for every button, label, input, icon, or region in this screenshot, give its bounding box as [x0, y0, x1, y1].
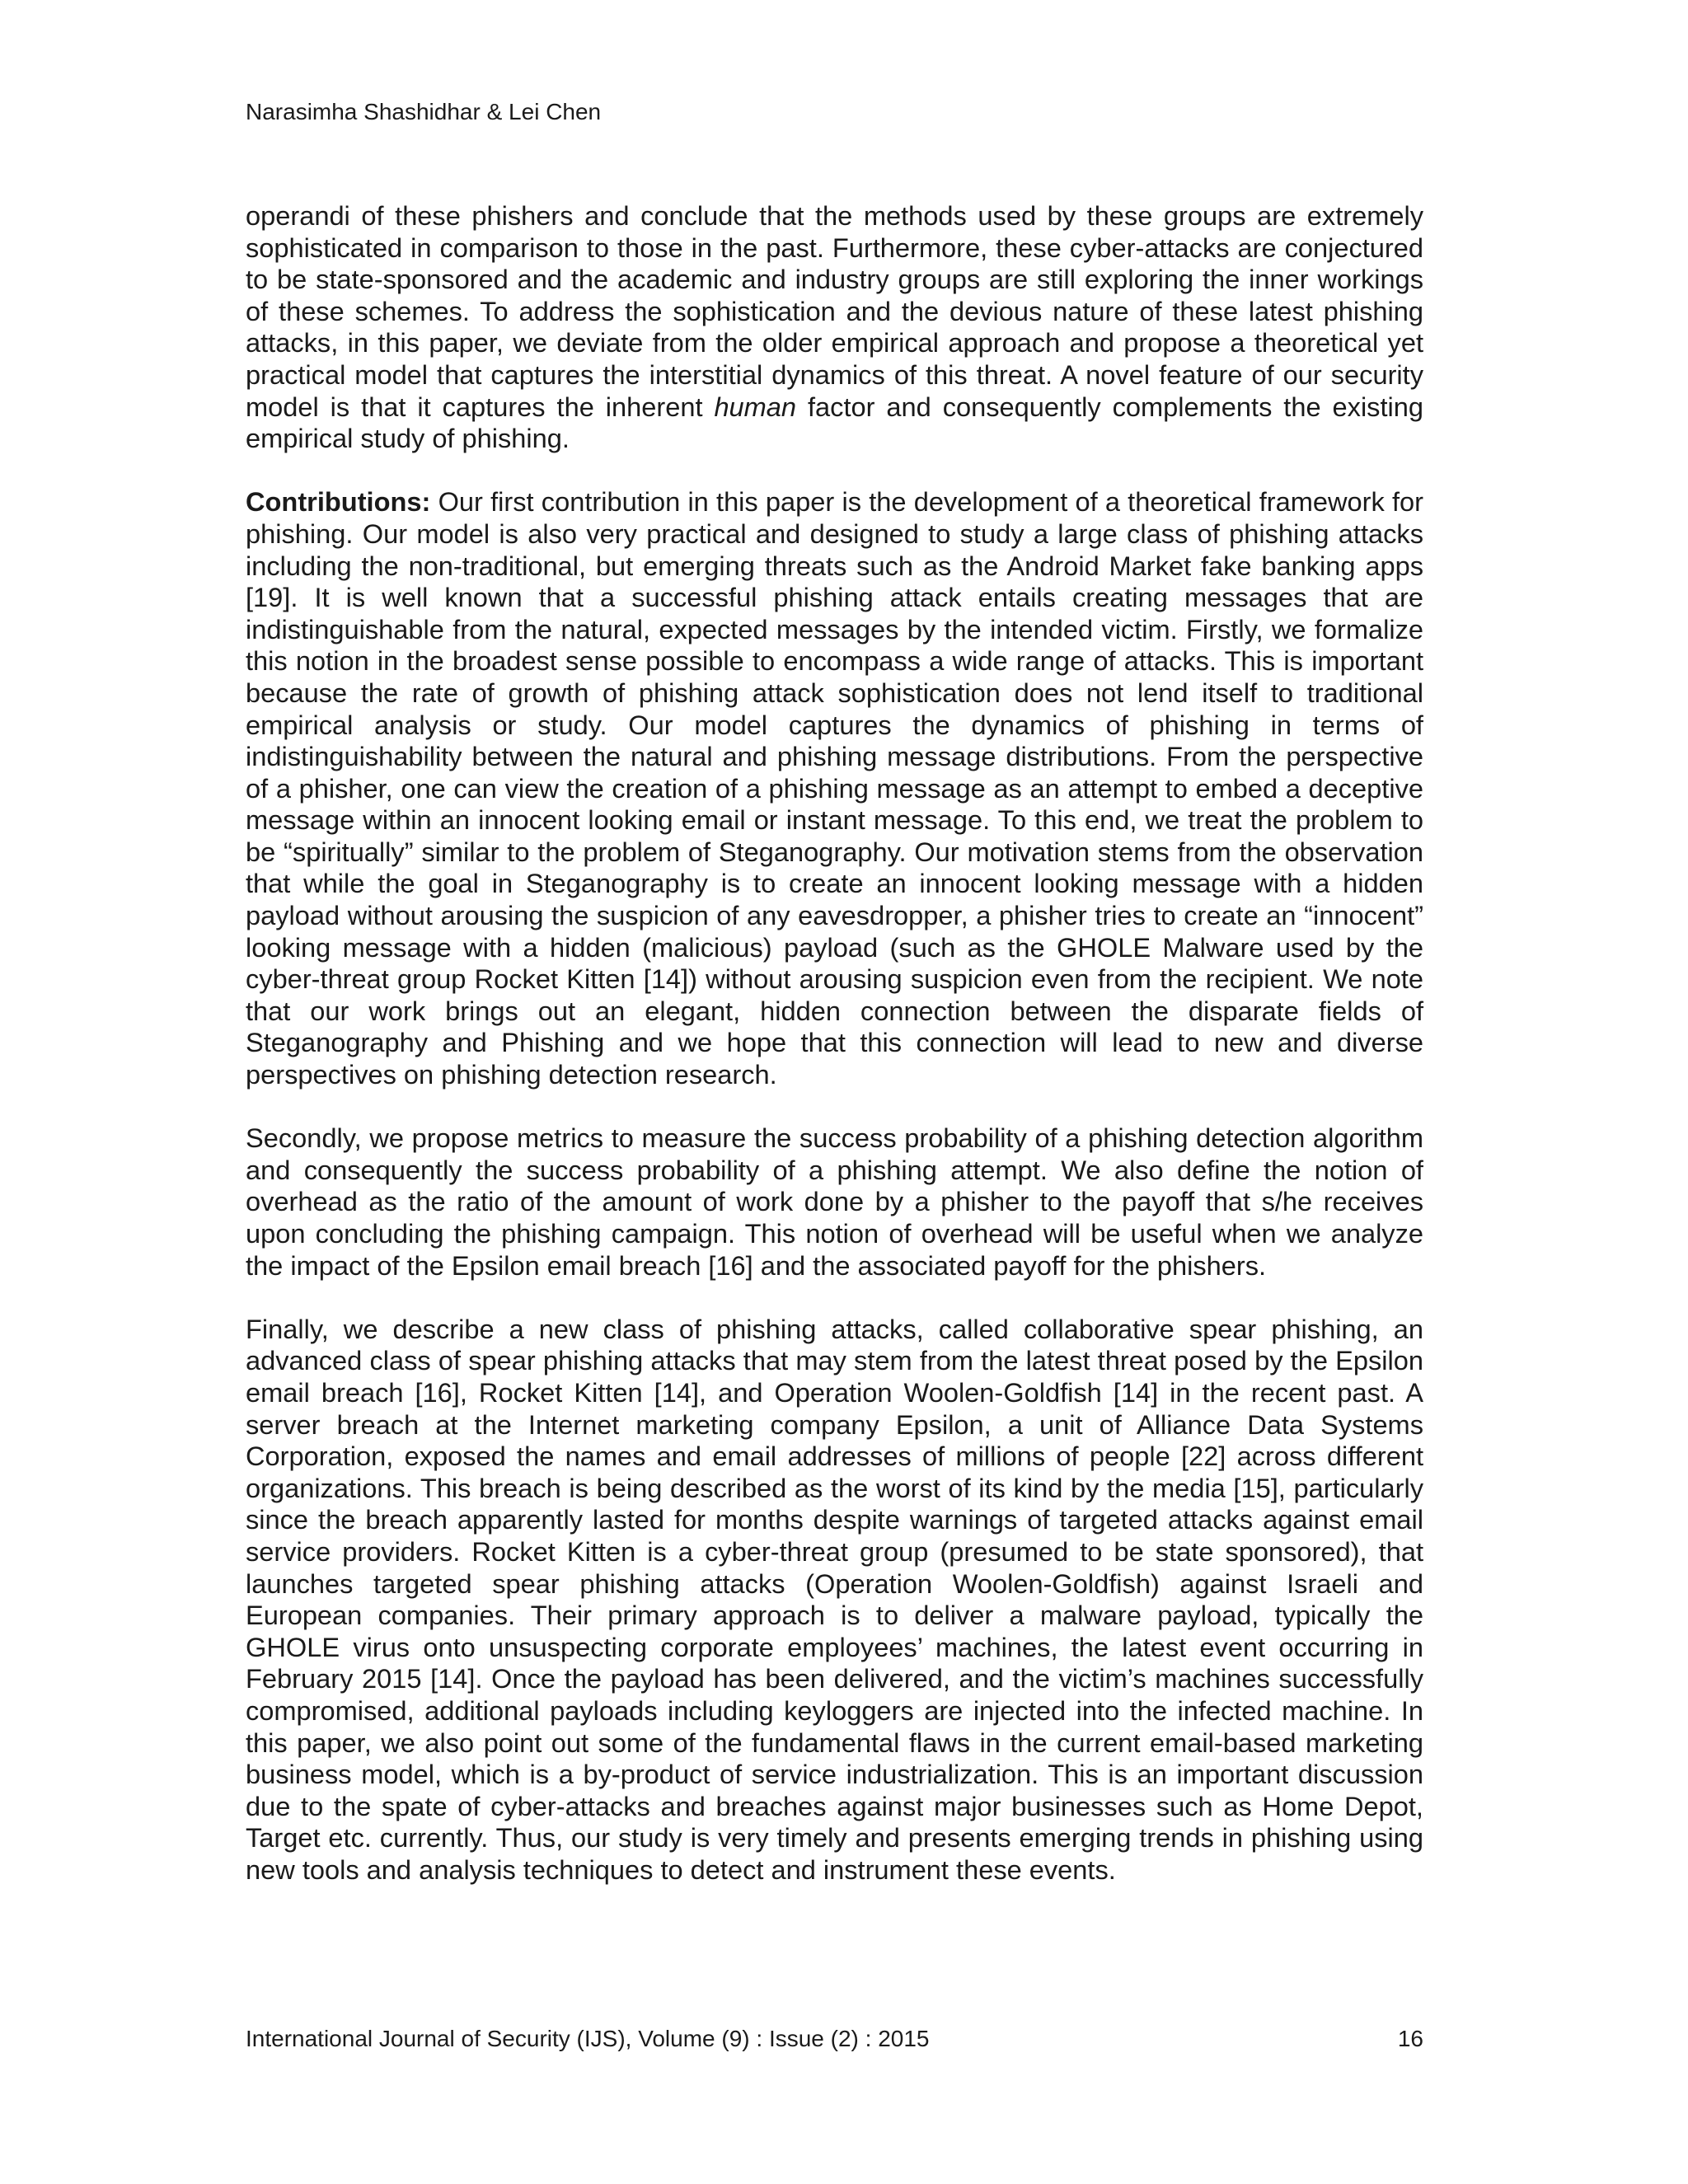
page-number: 16 [1397, 2026, 1423, 2051]
paragraph-text: factor and consequently complements the existing empirical study of phishing. [246, 391, 1424, 454]
journal-citation: International Journal of Security (IJS), Volume (9) : Issue (2) : 2015 [246, 2026, 930, 2051]
body-text [246, 200, 1423, 1886]
paragraph-text: Our first contribution in this paper is the development of a theoretical framework for phishing. Our model is also very practical and designed to study a large class of phishing attacks including the non-traditional, but emerging threats such as the Android Market fake banking apps [19]. It is well known that a successful phishing attack entails creating messages that are indistinguishable from the natural, expected messages by the intended victim. Firstly, we formalize this notion in the broadest sense possible to encompass a wide range of attacks. This is important because the rate of growth of phishing attack sophistication does not lend itself to traditional empirical analysis or study. Our model captures the dynamics of phishing in terms of indistinguishability between the natural and phishing message distributions. From the perspective of a phisher, one can view the creation of a phishing message as an attempt to embed a deceptive message within an innocent looking email or instant message. To this end, we treat the problem to be “spiritually” similar to the problem of Steganography. Our motivation stems from the observation that while the goal in Steganography is to create an innocent looking message with a hidden payload without arousing the suspicion of any eavesdropper, a phisher tries to create an “innocent” looking message with a hidden (malicious) payload (such as the GHOLE Malware used by the cyber-threat group Rocket Kitten [14]) without arousing suspicion even from the recipient. We note that our work brings out an elegant, hidden connection between the disparate fields of Steganography and Phishing and we hope that this connection will lead to new and diverse perspectives on phishing detection research. [246, 486, 1423, 1090]
paragraph-intro-continuation [246, 200, 1423, 455]
paragraph-collaborative-spear-phishing: Finally, we describe a new class of phishing attacks, called collaborative spear phishing, an advanced class of spear phishing attacks that may stem from the latest threat posed by the Epsilon email breach [16], Rocket Kitten [14], and Operation Woolen-Goldfish [14] in the recent past. A server breach at the Internet marketing company Epsilon, a unit of Alliance Data Systems Corporation, exposed the names and email addresses of millions of people [22] across different organizations. This breach is being described as the worst of its kind by the media [15], particularly since the breach apparently lasted for months despite warnings of targeted attacks against email service providers. Rocket Kitten is a cyber-threat group (presumed to be state sponsored), that launches targeted spear phishing attacks (Operation Woolen-Goldfish) against Israeli and European companies. Their primary approach is to deliver a malware payload, typically the GHOLE virus onto unsuspecting corporate employees’ machines, the latest event occurring in February 2015 [14]. Once the payload has been delivered, and the victim’s machines successfully compromised, additional payloads including keyloggers are injected into the infected machine. In this paper, we also point out some of the fundamental flaws in the current email-based marketing business model, which is a by-product of service industrialization. This is an important discussion due to the spate of cyber-attacks and breaches against major businesses such as Home Depot, Target etc. currently. Thus, our study is very timely and presents emerging trends in phishing using new tools and analysis techniques to detect and instrument these events. [246, 1313, 1423, 1885]
paragraph-lead-in: Contributions: [246, 486, 431, 518]
paragraph-metrics: Secondly, we propose metrics to measure the success probability of a phishing detection algorithm and consequently the success probability of a phishing attempt. We also define the notion of overhead as the ratio of the amount of work done by a phisher to the payoff that s/he receives upon concluding the phishing campaign. This notion of overhead will be useful when we analyze the impact of the Epsilon email breach [16] and the associated payoff for the phishers. [246, 1122, 1423, 1281]
running-header: Narasimha Shashidhar & Lei Chen [246, 99, 602, 124]
paragraph-text: operandi of these phishers and conclude that the methods used by these groups are extremely sophisticated in comparison to those in the past. Furthermore, these cyber-attacks are conjectured to be state-sponsored and the academic and industry groups are still exploring the inner workings of these schemes. To address the sophistication and the devious nature of these latest phishing attacks, in this paper, we deviate from the older empirical approach and propose a theoretical yet practical model that captures the interstitial dynamics of this threat. A novel feature of our security model is that it captures the inherent [246, 200, 1423, 422]
paragraph-contributions [246, 486, 1423, 1090]
emphasis-human: human [714, 391, 797, 422]
